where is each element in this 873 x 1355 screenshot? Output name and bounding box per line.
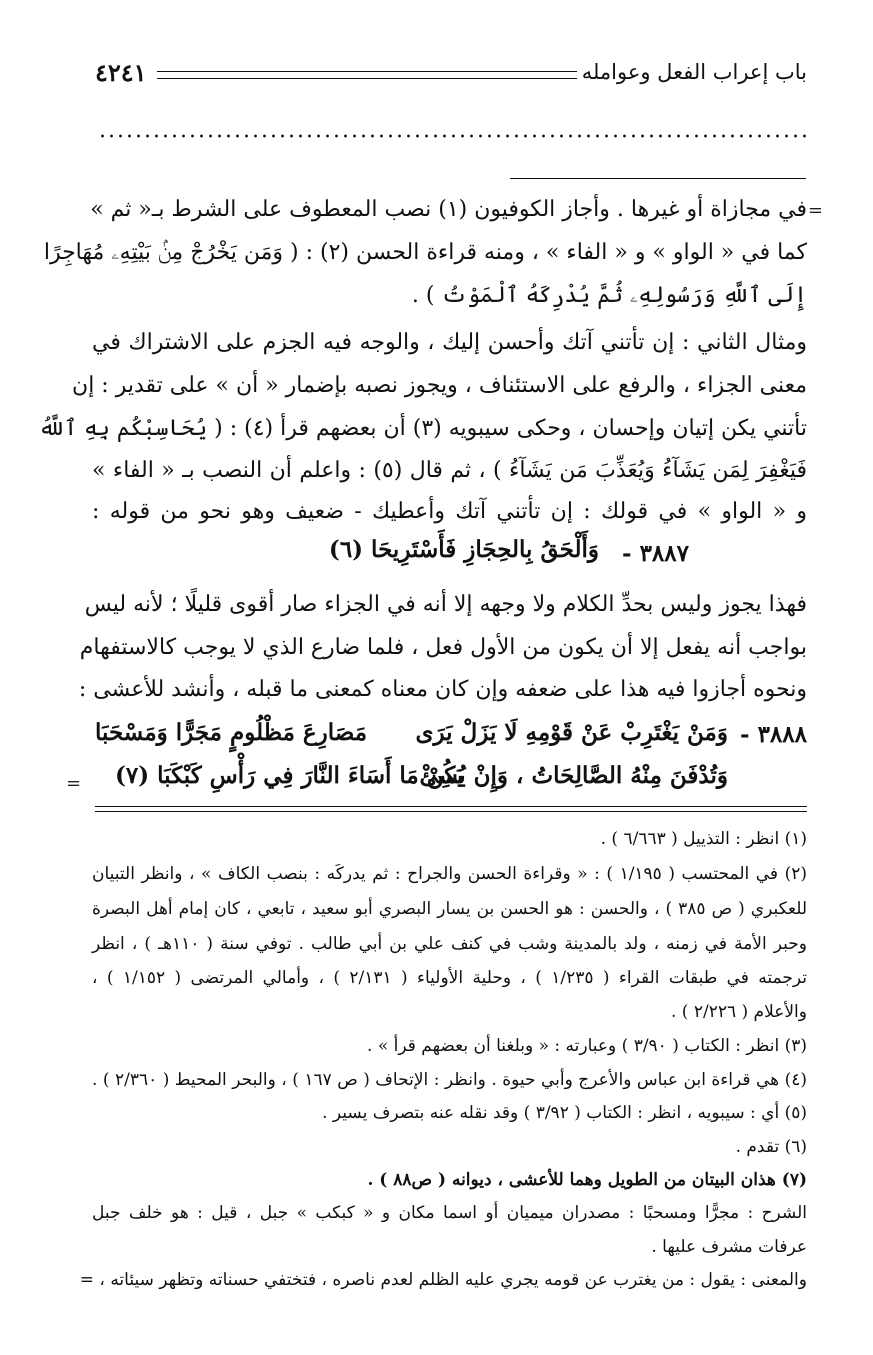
running-header: [95, 58, 807, 94]
verse-number: ٣٨٨٨ -: [740, 721, 807, 748]
verse-number: ٣٨٨٧ -: [622, 540, 689, 567]
header-double-rule: [157, 71, 577, 79]
body-line: فَيَغْفِرَ لِمَن يَشَآءُ وَيُعَذِّبَ مَن يَشَآءُ ) ، ثم قال (٥) : واعلم أن النصب بـ « الفاء »: [92, 458, 807, 483]
body-line: بواجب أنه يفعل إلا أن يكون من الأول فعل ، فلما ضارع الذي لا يوجب كالاستفهام: [79, 635, 807, 660]
footnote-separator: [95, 806, 807, 812]
body-line: ونحوه أجازوا فيه هذا على ضعفه وإن كان معناه كمعنى ما قبله ، وأنشد للأعشى :: [78, 677, 807, 702]
continuation-mark-top: =: [807, 200, 823, 221]
footnote-line: والمعنى : يقول : من يغترب عن قومه يجري عليه الظلم لعدم ناصره ، فتختفي حسناته وتظهر سيئاته ، =: [79, 1270, 807, 1290]
footnote-line: عرفات مشرف عليها .: [651, 1237, 807, 1257]
footnote-line: ترجمته في طبقات القراء ( ١/٢٣٥ ) ، وحلية الأولياء ( ٢/١٣١ ) ، وأمالي المرتضى ( ١/١٥٢ ) ،: [92, 968, 807, 988]
verse-hemistich: وَتُدْفَنَ مِنْهُ الصَّالِحَاتُ ، وَإِنْ يُسِئْ: [419, 762, 728, 789]
footnote-line: (٦) تقدم .: [735, 1137, 807, 1157]
footnote-line: والأعلام ( ٢/٢٢٦ ) .: [671, 1002, 807, 1022]
body-line: في مجازاة أو غيرها . وأجاز الكوفيون (١) نصب المعطوف على الشرط بـ« ثم »: [90, 197, 807, 222]
section-rule: [510, 178, 806, 179]
verse-text: وَأَلْحَقُ بِالحِجَازِ فَأَسْتَرِيحَا (٦): [328, 536, 599, 563]
body-line: معنى الجزاء ، والرفع على الاستئناف ، ويجوز نصبه بإضمار « أن » على تقدير : إن: [72, 373, 807, 398]
body-line: تأتني يكن إتيان وإحسان ، وحكى سيبويه (٣) أن بعضهم قرأ (٤) : ( يُحَاسِبْكُم بِهِ ٱللَّهُ: [38, 416, 807, 441]
body-line: و « الواو » في قولك : إن تأتني آتك وأعطيك - ضعيف وهو نحو من قوله :: [92, 499, 807, 524]
body-line: إِلَى ٱللَّهِ وَرَسُولِهِۦ ثُمَّ يُدْرِكَهُ ٱلْمَوْتُ ) .: [411, 283, 807, 308]
footnote-line: (٣) انظر : الكتاب ( ٣/٩٠ ) وعبارته : « وبلغنا أن بعضهم قرأ » .: [367, 1036, 807, 1056]
body-line: كما في « الواو » و « الفاء » ، ومنه قراءة الحسن (٢) : ( وَمَن يَخْرُجْ مِنۢ بَيْتِهِۦ مُهَاجِرًا: [43, 240, 807, 265]
verse-hemistich: وَمَنْ يَغْتَرِبْ عَنْ قَوْمِهِ لَا يَزَلْ يَرَى: [415, 719, 728, 746]
footnote-line: (٢) في المحتسب ( ١/١٩٥ ) : « وقراءة الحسن والجراح : ثم يدركَه : بنصب الكاف » ، وانظر التبيان: [92, 864, 807, 884]
body-line: ومثال الثاني : إن تأتني آتك وأحسن إليك ، والوجه فيه الجزم على الاشتراك في: [92, 330, 807, 355]
footnote-line: الشرح : مجرًّا ومسحبًا : مصدران ميميان أو اسما مكان و « كبكب » جبل ، قيل : هو خلف جبل: [92, 1203, 807, 1223]
footnote-line: وحبر الأمة في زمنه ، ولد بالمدينة وشب في كنف علي بن أبي طالب . توفي سنة ( ١١٠هـ ) ، انظر: [92, 934, 807, 954]
verse-hemistich: مَصَارِعَ مَظْلُومٍ مَجَرًّا وَمَسْحَبَا: [95, 719, 368, 746]
dotted-separator: [98, 132, 806, 140]
footnote-line: (٤) هي قراءة ابن عباس والأعرج وأبي حيوة . وانظر : الإتحاف ( ص ١٦٧ ) ، والبحر المحيط ( ٢/٣٦٠ ) .: [92, 1070, 807, 1090]
verse-hemistich: يَكُنْ مَا أَسَاءَ النَّارَ فِي رَأْسِ كَبْكَبَا (٧): [115, 762, 464, 789]
body-line: فهذا يجوز وليس بحدِّ الكلام ولا وجهه إلا أنه في الجزاء صار أقوى قليلًا ؛ لأنه ليس: [84, 592, 807, 617]
footnote-line: (٧) هذان البيتان من الطويل وهما للأعشى ، ديوانه ( ص٨٨ ) .: [367, 1170, 807, 1190]
page-number: ٤٢٤١: [95, 58, 147, 87]
chapter-title: باب إعراب الفعل وعوامله: [581, 60, 807, 84]
footnote-line: للعكبري ( ص ٣٨٥ ) ، والحسن : هو الحسن بن يسار البصري أبو سعيد ، تابعي ، كان إمام أهل البصرة: [92, 899, 807, 919]
continuation-mark-verse: =: [66, 773, 82, 794]
footnote-line: (١) انظر : التذييل ( ٦/٦٦٣ ) .: [600, 829, 807, 849]
footnote-line: (٥) أي : سيبويه ، انظر : الكتاب ( ٣/٩٢ ) وقد نقله عنه بتصرف يسير .: [322, 1103, 807, 1123]
